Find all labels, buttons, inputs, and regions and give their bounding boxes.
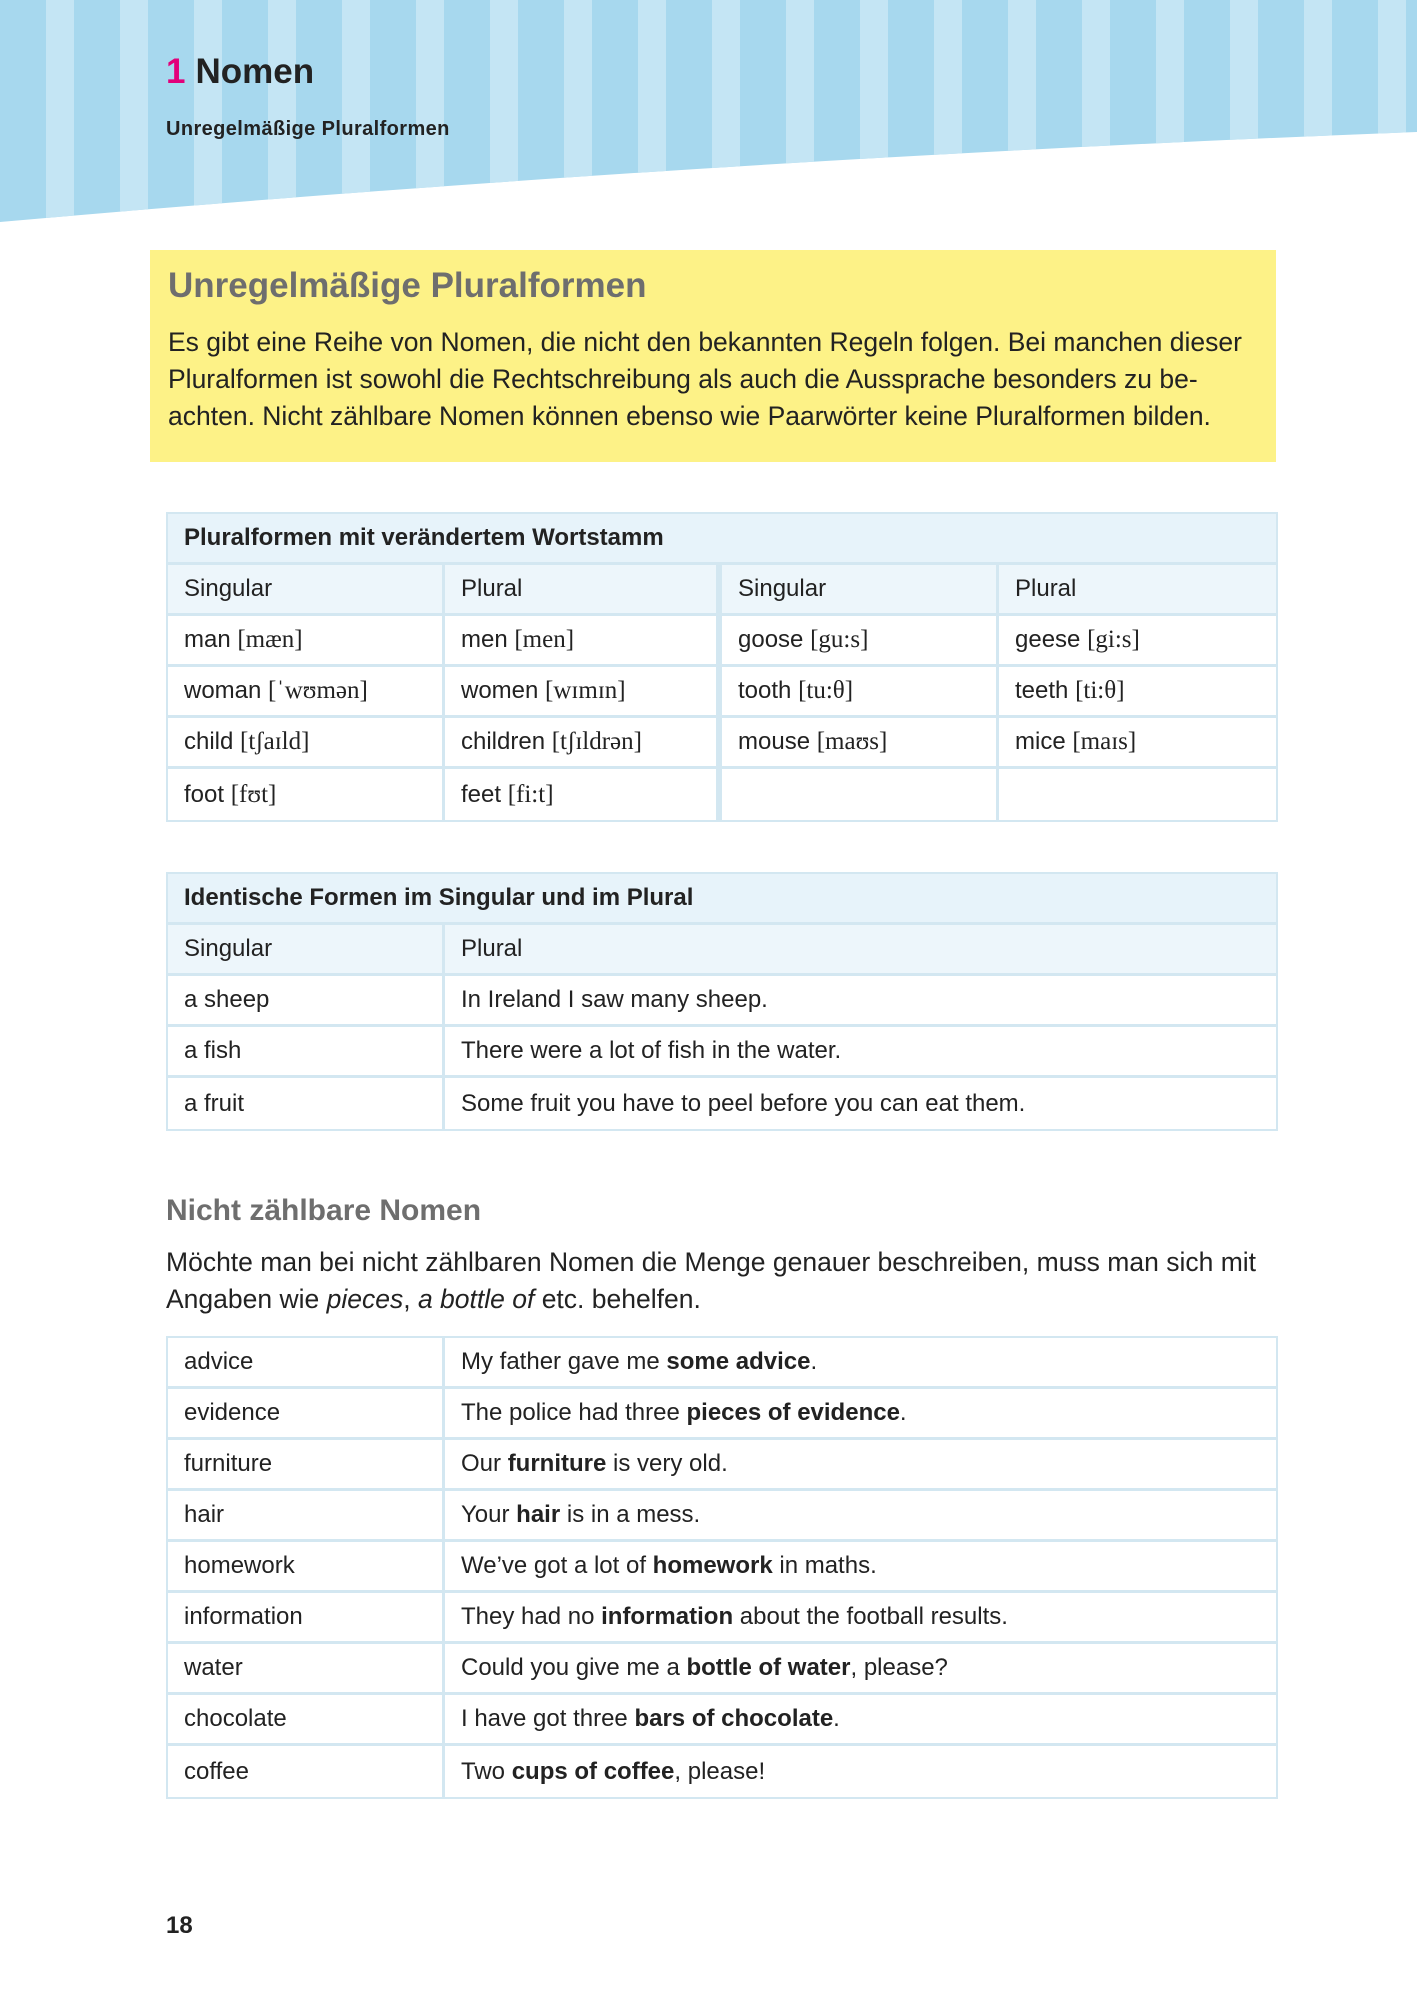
band-stripe [268, 0, 296, 230]
chapter-subtitle: Unregelmäßige Pluralformen [166, 118, 450, 140]
band-stripe [1082, 0, 1110, 230]
word: feet [461, 780, 502, 808]
noun-cell: chocolate [168, 1695, 445, 1746]
example-text: . [810, 1348, 818, 1375]
example-highlight: homework [652, 1552, 773, 1579]
example-text: We’ve got a lot of [461, 1552, 653, 1579]
text-segment: , [403, 1284, 418, 1314]
table-cell: In Ireland I saw many sheep. [445, 976, 1276, 1027]
column-header: Singular [168, 565, 445, 616]
text-italic: pieces [326, 1284, 404, 1314]
example-cell [445, 1593, 1276, 1644]
column-header: Plural [445, 925, 1276, 976]
noun-cell: advice [168, 1338, 445, 1389]
example-cell [445, 1746, 1276, 1797]
example-text: , please? [850, 1654, 948, 1681]
ipa: [fi:t] [507, 780, 554, 808]
table-row [168, 1695, 1276, 1746]
band-stripe [1156, 0, 1184, 230]
noun-cell: hair [168, 1491, 445, 1542]
noun-cell: furniture [168, 1440, 445, 1491]
example-cell [445, 1491, 1276, 1542]
band-stripe [342, 0, 370, 230]
word: children [461, 728, 546, 755]
word: goose [738, 626, 804, 653]
example-text: I have got three [461, 1705, 635, 1732]
example-text: Your [461, 1501, 517, 1528]
table-row [168, 1593, 1276, 1644]
table-cell [999, 769, 1276, 820]
uncountable-text [166, 1244, 1286, 1318]
example-text: The police had three [461, 1399, 687, 1426]
noun-cell: water [168, 1644, 445, 1695]
band-stripe [490, 0, 518, 230]
table-cell [722, 718, 999, 769]
table-cell [999, 718, 1276, 769]
word: foot [184, 780, 225, 808]
table-cell: a fish [168, 1027, 445, 1078]
table-row [168, 1491, 1276, 1542]
table-caption: Pluralformen mit verändertem Wortstamm [168, 514, 1276, 565]
example-cell [445, 1695, 1276, 1746]
table-cell [445, 667, 722, 718]
table-cell [445, 718, 722, 769]
intro-box [150, 250, 1276, 462]
noun-cell: information [168, 1593, 445, 1644]
band-stripe [46, 0, 74, 230]
chapter-title [166, 52, 314, 92]
ipa: [tʃɪldrən] [551, 728, 642, 755]
table-row [168, 1644, 1276, 1695]
example-text: My father gave me [461, 1348, 667, 1375]
band-stripe [786, 0, 814, 230]
example-text: Could you give me a [461, 1654, 687, 1681]
uncountable-nouns-table [166, 1336, 1278, 1799]
ipa: [maɪs] [1072, 728, 1137, 755]
table-row [168, 1389, 1276, 1440]
example-cell [445, 1440, 1276, 1491]
plural-changed-stem-table [166, 512, 1278, 822]
table-row [168, 667, 1276, 718]
table-cell [445, 616, 722, 667]
table-cell [999, 667, 1276, 718]
example-cell [445, 1389, 1276, 1440]
ipa: [ˈwʊmən] [268, 677, 368, 704]
text-segment: etc. behelfen. [534, 1284, 701, 1314]
example-highlight: cups of coffee [511, 1757, 675, 1785]
table-row [168, 1078, 1276, 1129]
table-cell: a fruit [168, 1078, 445, 1129]
table-row [168, 718, 1276, 769]
word: mice [1015, 728, 1066, 755]
table-row [168, 1338, 1276, 1389]
word: man [184, 626, 231, 653]
example-text: is very old. [606, 1450, 728, 1477]
intro-title: Unregelmäßige Pluralformen [168, 266, 647, 305]
example-text: , please! [674, 1757, 766, 1785]
ipa: [gu:s] [810, 626, 869, 653]
table-row [168, 1746, 1276, 1797]
ipa: [mæn] [237, 626, 303, 653]
example-cell [445, 1644, 1276, 1695]
ipa: [gi:s] [1087, 626, 1140, 653]
table-row [168, 976, 1276, 1027]
example-highlight: information [601, 1603, 734, 1630]
band-stripe [1230, 0, 1258, 230]
word: mouse [738, 728, 811, 755]
band-stripe [416, 0, 444, 230]
table-cell: a sheep [168, 976, 445, 1027]
ipa: [tu:θ] [798, 677, 854, 704]
column-header: Singular [168, 925, 445, 976]
band-stripe [1304, 0, 1332, 230]
example-highlight: some advice [666, 1348, 811, 1375]
header-band [0, 0, 1417, 230]
example-highlight: bars of chocolate [634, 1705, 834, 1732]
noun-cell: homework [168, 1542, 445, 1593]
word: women [461, 677, 539, 704]
example-cell [445, 1338, 1276, 1389]
noun-cell: evidence [168, 1389, 445, 1440]
example-text: They had no [461, 1603, 602, 1630]
table-row [168, 1027, 1276, 1078]
ipa: [wɪmɪn] [545, 677, 626, 704]
table-row [168, 1542, 1276, 1593]
column-header: Singular [722, 565, 999, 616]
page-number: 18 [166, 1912, 193, 1939]
band-stripe [934, 0, 962, 230]
column-header: Plural [445, 565, 722, 616]
example-text: in maths. [772, 1552, 877, 1579]
band-stripe [860, 0, 888, 230]
table-cell [168, 667, 445, 718]
table-cell [722, 667, 999, 718]
table-cell [999, 616, 1276, 667]
band-stripe [194, 0, 222, 230]
table-cell [722, 769, 999, 820]
table-row [168, 769, 1276, 820]
noun-cell: coffee [168, 1746, 445, 1797]
example-highlight: hair [516, 1501, 561, 1528]
example-text: about the football results. [733, 1603, 1008, 1630]
band-stripe [638, 0, 666, 230]
table-cell: There were a lot of fish in the water. [445, 1027, 1276, 1078]
word: teeth [1015, 677, 1069, 704]
chapter-title-text: Nomen [195, 52, 315, 91]
band-stripe [1008, 0, 1036, 230]
ipa: [fʊt] [230, 780, 277, 808]
example-text: Two [461, 1757, 512, 1785]
example-text: is in a mess. [560, 1501, 701, 1528]
band-stripe [712, 0, 740, 230]
word: men [461, 626, 508, 653]
word: tooth [738, 677, 792, 704]
column-header: Plural [999, 565, 1276, 616]
table-cell [722, 616, 999, 667]
ipa: [maʊs] [816, 728, 888, 755]
intro-text: Es gibt eine Reihe von Nomen, die nicht den bekannten Regeln folgen. Bei manchen dieser Pluralformen ist sowohl die Rechtschreibung als auch die Aussprache besonders zu be-achten. Nicht zählbare Nomen können ebenso wie Paarwörter keine Pluralformen bilden. [168, 327, 1242, 431]
table-row [168, 1440, 1276, 1491]
example-cell [445, 1542, 1276, 1593]
example-text: . [833, 1705, 840, 1732]
table-cell [168, 616, 445, 667]
example-text: . [899, 1399, 907, 1426]
example-highlight: furniture [507, 1450, 607, 1477]
word: woman [184, 677, 262, 704]
chapter-number: 1 [166, 52, 186, 91]
band-stripe [120, 0, 148, 230]
table-cell: Some fruit you have to peel before you can eat them. [461, 1089, 1026, 1117]
example-highlight: pieces of evidence [686, 1399, 900, 1426]
word: geese [1015, 626, 1081, 653]
band-stripe [1378, 0, 1406, 230]
ipa: [tʃaɪld] [240, 728, 310, 755]
text-segment: Möchte man bei nicht zählbaren Nomen die Menge genauer beschreiben, muss man sich mit Angaben wie [166, 1247, 1257, 1314]
ipa: [men] [514, 626, 575, 653]
text-italic: a bottle of [417, 1284, 535, 1314]
ipa: [ti:θ] [1075, 677, 1125, 704]
identical-forms-table [166, 872, 1278, 1131]
uncountable-heading: Nicht zählbare Nomen [166, 1194, 482, 1227]
word: child [184, 728, 234, 755]
band-stripe [564, 0, 592, 230]
example-highlight: bottle of water [686, 1654, 851, 1681]
example-text: Our [461, 1450, 508, 1477]
table-row [168, 616, 1276, 667]
table-cell [168, 769, 445, 820]
table-cell [168, 718, 445, 769]
table-caption: Identische Formen im Singular und im Plural [168, 874, 1276, 925]
table-cell [445, 769, 722, 820]
